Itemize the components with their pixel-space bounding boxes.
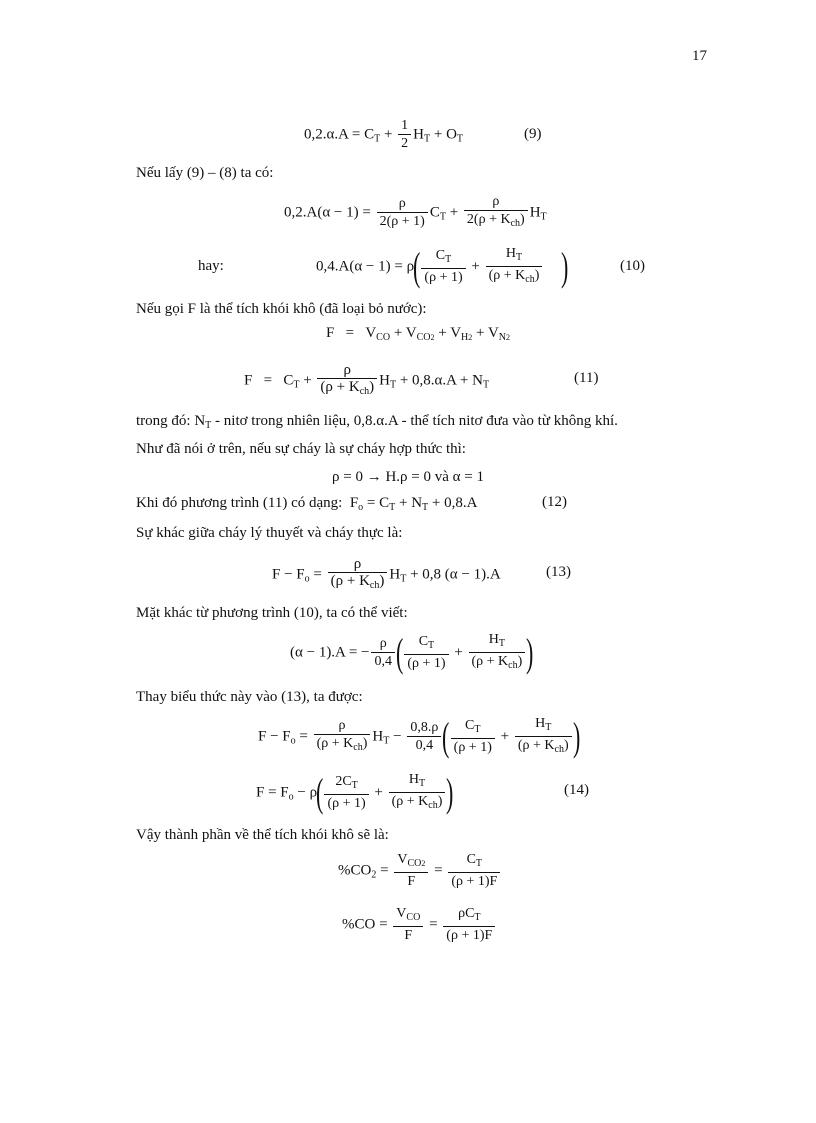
- equation-number-9: (9): [524, 126, 542, 142]
- paragraph-substitute: Thay biểu thức này vào (13), ta được:: [136, 689, 363, 705]
- paragraph-subtract: Nếu lấy (9) – (8) ta có:: [136, 165, 274, 181]
- condition-line: ρ = 0 → H.ρ = 0 và α = 1: [332, 469, 484, 485]
- equation-number-11: (11): [574, 370, 599, 386]
- paragraph-define-f: Nếu gọi F là thể tích khói khô (đã loại bỏ nước):: [136, 301, 427, 317]
- paragraph-from-10: Mặt khác từ phương trình (10), ta có thể viết:: [136, 605, 408, 621]
- equation-number-13: (13): [546, 564, 571, 580]
- paragraph-where: trong đó: $N_T$ - nitơ trong nhiên liệu, 0,8.α.A - thể tích nitơ đưa vào từ không khí.: [136, 413, 618, 431]
- equation-number-10: (10): [620, 258, 645, 274]
- paragraph-difference: Sự khác giữa cháy lý thuyết và cháy thực là:: [136, 525, 403, 541]
- equation-10: 0,4.A(α − 1) = ρ( $\frac{C_T}{(\rho + 1)}$ + $\frac{H_T}{(\rho + K_{ch})}$ ): [316, 244, 569, 289]
- paragraph-stoichiometric: Như đã nói ở trên, nếu sự cháy là sự cháy hợp thức thì:: [136, 441, 466, 457]
- equation-co2-percent: $\%CO_2$ = $\frac{V_{CO2}}{F}$ = $\frac{C_T}{(\rho + 1)F}$: [338, 852, 502, 890]
- equation-number-14: (14): [564, 782, 589, 798]
- fraction-half: $\frac{1}{2}$: [398, 118, 411, 152]
- equation-11: F = $C_T$ + $\frac{\rho}{(\rho + K_{ch})}$ $H_T + 0,8.\alpha.A + N_T$: [244, 362, 490, 397]
- equation-13: $F - F_o$ = $\frac{\rho}{(\rho + K_{ch})}$ $H_T + 0,8$ (α − 1).A: [272, 556, 501, 591]
- equation-alpha: (α − 1).A = − $\frac{\rho}{0,4}$ ( $\frac{C_T}{(\rho + 1)}$ + $\frac{H_T}{(\rho + K_{ch})}$ ): [290, 630, 534, 675]
- label-hay: hay:: [198, 258, 224, 274]
- equation-co-percent: %CO = $\frac{V_{CO}}{F}$ = $\frac{\rho C_T}{(\rho + 1)F}$: [342, 906, 497, 944]
- equation-difference: 0,2.A(α − 1) = $\frac{\rho}{2(\rho + 1)}$ $C_T$ + $\frac{\rho}{2(\rho + K_{ch})}$ $H_T$: [284, 194, 547, 229]
- page-number: 17: [692, 48, 707, 64]
- paragraph-eq12: Khi đó phương trình (11) có dạng: $F_o = C_T + N_T + 0,8.A$: [136, 495, 478, 513]
- paragraph-composition: Vậy thành phần về thể tích khói khô sẽ là:: [136, 827, 389, 843]
- equation-14: $F = F_o - \rho$( $\frac{2C_T}{(\rho + 1)}$ + $\frac{H_T}{(\rho + K_{ch})}$ ): [256, 770, 454, 815]
- equation-substituted: $F - F_o$ = $\frac{\rho}{(\rho + K_{ch})}$ $H_T$ − $\frac{0,8.\rho}{0,4}$ ( $\frac{C_T}{(\rho + 1)}$ + $\frac{H_T}{(\rho + K_{ch})}$ ): [258, 714, 580, 759]
- equation-9: $0,2.\alpha.A = C_T$ + $\frac{1}{2}$ $H_T + O_T$: [304, 118, 464, 151]
- equation-number-12: (12): [542, 494, 567, 510]
- equation-f-volume: F = $V_{CO} + V_{CO2} + V_{H2} + V_{N2}$: [326, 325, 511, 343]
